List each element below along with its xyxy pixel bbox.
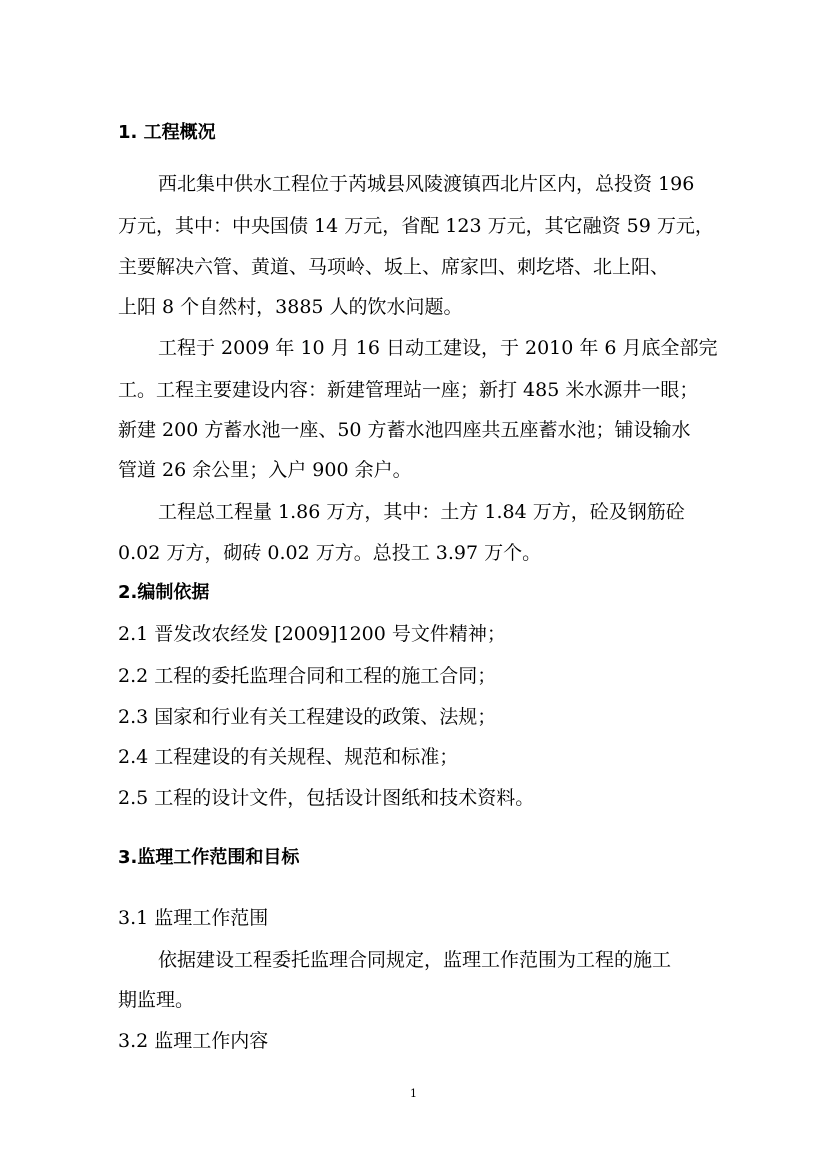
paragraph-2-line-4: 管道 26 余公里；入户 900 余户。 xyxy=(118,459,412,481)
subsection-3-1-line-1: 依据建设工程委托监理合同规定，监理工作范围为工程的施工 xyxy=(158,949,672,971)
basis-item-2-1: 2.1 晋发改农经发 [2009]1200 号文件精神； xyxy=(118,623,506,645)
paragraph-2-line-1: 工程于 2009 年 10 月 16 日动工建设，于 2010 年 6 月底全部完 xyxy=(158,337,718,359)
basis-item-2-2: 2.2 工程的委托监理合同和工程的施工合同； xyxy=(118,665,497,687)
section-1-heading: 1. 工程概况 xyxy=(118,122,216,143)
basis-item-2-4: 2.4 工程建设的有关规程、规范和标准； xyxy=(118,746,459,768)
paragraph-1-line-2: 万元，其中：中央国债 14 万元，省配 123 万元，其它融资 59 万元， xyxy=(118,215,714,237)
subsection-3-1-line-2: 期监理。 xyxy=(118,989,195,1011)
subsection-3-1-title: 3.1 监理工作范围 xyxy=(118,907,269,929)
basis-item-2-3: 2.3 国家和行业有关工程建设的政策、法规； xyxy=(118,706,497,728)
paragraph-3-line-2: 0.02 万方，砌砖 0.02 万方。总投工 3.97 万个。 xyxy=(118,542,542,564)
paragraph-1-line-4: 上阳 8 个自然村，3885 人的饮水问题。 xyxy=(118,296,463,318)
paragraph-3-line-1: 工程总工程量 1.86 万方，其中：土方 1.84 万方，砼及钢筋砼 xyxy=(158,501,685,523)
paragraph-1-line-3: 主要解决六管、黄道、马项岭、坂上、席家凹、刺圪塔、北上阳、 xyxy=(118,256,670,278)
paragraph-1-line-1: 西北集中供水工程位于芮城县风陵渡镇西北片区内，总投资 196 xyxy=(158,173,695,195)
paragraph-2-line-3: 新建 200 方蓄水池一座、50 方蓄水池四座共五座蓄水池；铺设输水 xyxy=(118,419,691,441)
basis-item-2-5: 2.5 工程的设计文件，包括设计图纸和技术资料。 xyxy=(118,787,535,809)
subsection-3-2-title: 3.2 监理工作内容 xyxy=(118,1030,269,1052)
paragraph-2-line-2: 工。工程主要建设内容：新建管理站一座；新打 485 米水源井一眼； xyxy=(118,379,699,401)
page-number: 1 xyxy=(410,1087,417,1100)
section-3-heading: 3.监理工作范围和目标 xyxy=(118,847,300,868)
section-2-heading: 2.编制依据 xyxy=(118,582,210,603)
